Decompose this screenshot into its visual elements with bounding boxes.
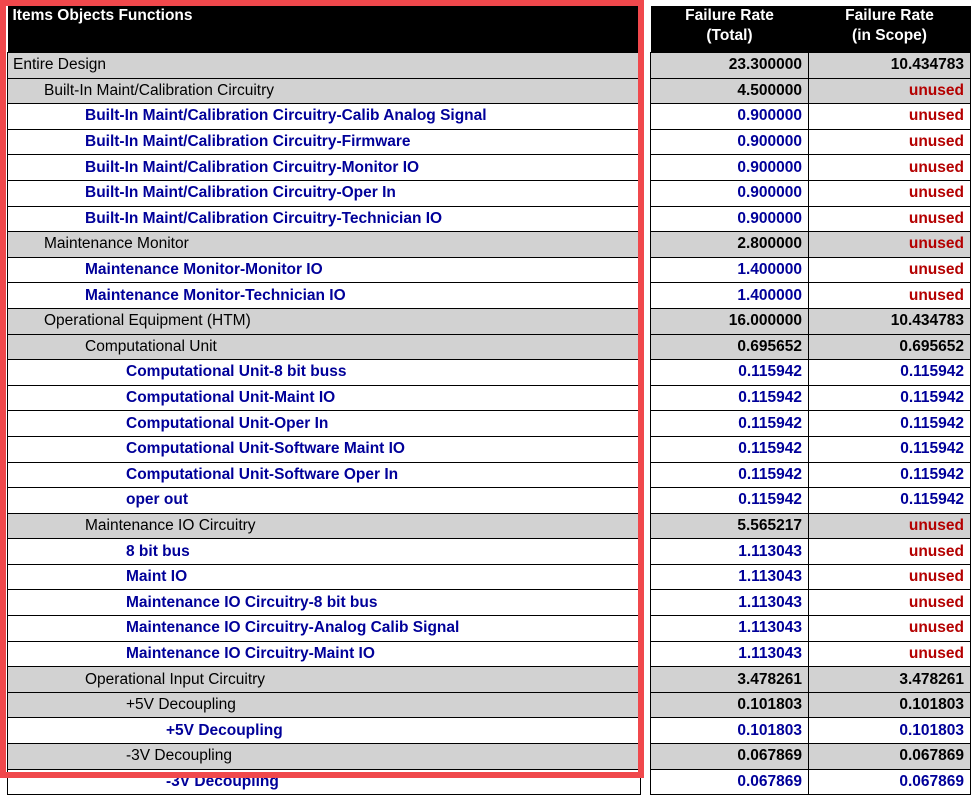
failure-rate-total-cell: 0.101803 (651, 718, 809, 744)
item-name-cell: +5V Decoupling (8, 718, 641, 744)
item-name-cell: oper out (8, 488, 641, 514)
failure-rate-in-scope-cell: 0.101803 (809, 718, 971, 744)
item-name-cell: Built-In Maint/Calibration Circuitry-Oper In (8, 180, 641, 206)
failure-rate-in-scope-cell: unused (809, 564, 971, 590)
table-body (8, 53, 971, 795)
item-name-cell: Computational Unit-Software Oper In (8, 462, 641, 488)
table-row[interactable] (8, 385, 971, 411)
item-name-cell: Entire Design (8, 53, 641, 79)
failure-rate-in-scope-cell: 0.067869 (809, 769, 971, 795)
table-row[interactable] (8, 53, 971, 79)
column-gap (641, 667, 651, 693)
column-gap (641, 206, 651, 232)
failure-rate-table (7, 6, 971, 795)
column-gap (641, 462, 651, 488)
failure-rate-in-scope-cell: 0.067869 (809, 744, 971, 770)
item-name-cell: Maintenance IO Circuitry-Analog Calib Signal (8, 616, 641, 642)
column-gap (641, 436, 651, 462)
failure-rate-total-cell: 1.113043 (651, 590, 809, 616)
column-gap (641, 232, 651, 258)
failure-rate-total-cell: 0.900000 (651, 206, 809, 232)
failure-rate-in-scope-cell: unused (809, 641, 971, 667)
column-gap (641, 411, 651, 437)
failure-rate-in-scope-cell: 0.115942 (809, 488, 971, 514)
column-gap (641, 692, 651, 718)
failure-rate-total-cell: 0.115942 (651, 436, 809, 462)
item-name-cell: Maintenance IO Circuitry-Maint IO (8, 641, 641, 667)
item-name-cell: Computational Unit-8 bit buss (8, 360, 641, 386)
item-name-cell: Maintenance Monitor (8, 232, 641, 258)
table-row[interactable] (8, 78, 971, 104)
column-gap (641, 257, 651, 283)
failure-rate-in-scope-cell: 0.115942 (809, 436, 971, 462)
failure-rate-in-scope-cell: unused (809, 104, 971, 130)
failure-rate-in-scope-cell: unused (809, 232, 971, 258)
column-gap (641, 78, 651, 104)
failure-rate-total-cell: 0.695652 (651, 334, 809, 360)
column-gap (641, 641, 651, 667)
table-row[interactable] (8, 769, 971, 795)
item-name-cell: Built-In Maint/Calibration Circuitry-Technician IO (8, 206, 641, 232)
failure-rate-total-cell: 0.067869 (651, 769, 809, 795)
table-row[interactable] (8, 641, 971, 667)
failure-rate-in-scope-cell: 3.478261 (809, 667, 971, 693)
item-name-cell: Maintenance IO Circuitry (8, 513, 641, 539)
column-gap (641, 53, 651, 79)
header-items-objects-functions[interactable] (8, 6, 641, 53)
failure-rate-in-scope-cell: unused (809, 129, 971, 155)
column-gap (641, 769, 651, 795)
table-row[interactable] (8, 692, 971, 718)
table-header-row (8, 6, 971, 53)
table-row[interactable] (8, 180, 971, 206)
failure-rate-in-scope-cell: 0.115942 (809, 385, 971, 411)
table-row[interactable] (8, 232, 971, 258)
table-row[interactable] (8, 257, 971, 283)
failure-rate-in-scope-cell: unused (809, 616, 971, 642)
failure-rate-total-cell: 0.900000 (651, 180, 809, 206)
failure-rate-total-cell: 5.565217 (651, 513, 809, 539)
column-gap (641, 616, 651, 642)
table-row[interactable] (8, 436, 971, 462)
failure-rate-total-cell: 1.113043 (651, 564, 809, 590)
column-gap (641, 539, 651, 565)
column-gap (641, 488, 651, 514)
failure-rate-in-scope-cell: unused (809, 513, 971, 539)
failure-rate-in-scope-cell: 0.695652 (809, 334, 971, 360)
table-row[interactable] (8, 513, 971, 539)
failure-rate-in-scope-cell: 10.434783 (809, 308, 971, 334)
item-name-cell: Operational Input Circuitry (8, 667, 641, 693)
failure-rate-in-scope-cell: unused (809, 180, 971, 206)
failure-rate-in-scope-cell: unused (809, 257, 971, 283)
failure-rate-in-scope-cell: 10.434783 (809, 53, 971, 79)
item-name-cell: 8 bit bus (8, 539, 641, 565)
item-name-cell: Built-In Maint/Calibration Circuitry (8, 78, 641, 104)
failure-rate-total-cell: 2.800000 (651, 232, 809, 258)
table-row[interactable] (8, 206, 971, 232)
column-gap (641, 513, 651, 539)
table-row[interactable] (8, 283, 971, 309)
column-gap (641, 334, 651, 360)
failure-rate-total-cell: 1.400000 (651, 283, 809, 309)
failure-rate-total-cell: 0.115942 (651, 488, 809, 514)
failure-rate-in-scope-cell: unused (809, 78, 971, 104)
failure-rate-total-cell: 0.900000 (651, 155, 809, 181)
item-name-cell: -3V Decoupling (8, 769, 641, 795)
column-gap (641, 129, 651, 155)
item-name-cell: Maintenance Monitor-Technician IO (8, 283, 641, 309)
table-row[interactable] (8, 308, 971, 334)
failure-rate-total-cell: 1.400000 (651, 257, 809, 283)
failure-rate-in-scope-cell: unused (809, 155, 971, 181)
failure-rate-total-cell: 0.900000 (651, 104, 809, 130)
column-gap (641, 590, 651, 616)
item-name-cell: Maint IO (8, 564, 641, 590)
column-gap (641, 308, 651, 334)
table-row[interactable] (8, 462, 971, 488)
column-gap (641, 564, 651, 590)
column-gap (641, 104, 651, 130)
table-row[interactable] (8, 334, 971, 360)
table-row[interactable] (8, 718, 971, 744)
item-name-cell: Computational Unit-Maint IO (8, 385, 641, 411)
item-name-cell: Computational Unit-Oper In (8, 411, 641, 437)
table-row[interactable] (8, 411, 971, 437)
failure-rate-in-scope-cell: unused (809, 539, 971, 565)
failure-rate-in-scope-cell: unused (809, 206, 971, 232)
header-col3-line1: Failure Rate (845, 7, 934, 24)
table-row[interactable] (8, 104, 971, 130)
failure-rate-total-cell: 1.113043 (651, 616, 809, 642)
failure-rate-total-cell: 23.300000 (651, 53, 809, 79)
column-gap (641, 360, 651, 386)
table-row[interactable] (8, 488, 971, 514)
failure-rate-total-cell: 3.478261 (651, 667, 809, 693)
failure-rate-in-scope-cell: 0.115942 (809, 360, 971, 386)
failure-rate-total-cell: 0.115942 (651, 360, 809, 386)
item-name-cell: Maintenance Monitor-Monitor IO (8, 257, 641, 283)
table-row[interactable] (8, 539, 971, 565)
table-row[interactable] (8, 360, 971, 386)
item-name-cell: Computational Unit (8, 334, 641, 360)
header-col2-line2: (Total) (706, 27, 753, 44)
item-name-cell: Maintenance IO Circuitry-8 bit bus (8, 590, 641, 616)
item-name-cell: -3V Decoupling (8, 744, 641, 770)
failure-rate-in-scope-cell: unused (809, 590, 971, 616)
failure-rate-total-cell: 0.115942 (651, 462, 809, 488)
header-col2-line1: Failure Rate (685, 7, 774, 24)
column-gap (641, 283, 651, 309)
failure-rate-total-cell: 0.067869 (651, 744, 809, 770)
column-gap (641, 155, 651, 181)
item-name-cell: Computational Unit-Software Maint IO (8, 436, 641, 462)
header-failure-rate-total[interactable] (651, 6, 809, 53)
failure-rate-total-cell: 0.101803 (651, 692, 809, 718)
item-name-cell: Built-In Maint/Calibration Circuitry-Calib Analog Signal (8, 104, 641, 130)
item-name-cell: Built-In Maint/Calibration Circuitry-Firmware (8, 129, 641, 155)
item-name-cell: Built-In Maint/Calibration Circuitry-Monitor IO (8, 155, 641, 181)
column-gap (641, 180, 651, 206)
table-row[interactable] (8, 564, 971, 590)
table-row[interactable] (8, 744, 971, 770)
header-gap (641, 6, 651, 53)
column-gap (641, 385, 651, 411)
column-gap (641, 744, 651, 770)
column-gap (641, 718, 651, 744)
failure-rate-in-scope-cell: 0.115942 (809, 462, 971, 488)
item-name-cell: +5V Decoupling (8, 692, 641, 718)
failure-rate-in-scope-cell: 0.115942 (809, 411, 971, 437)
header-col1-label: Items Objects Functions (12, 7, 193, 24)
header-col3-line2: (in Scope) (852, 27, 927, 44)
failure-rate-total-cell: 0.900000 (651, 129, 809, 155)
header-failure-rate-in-scope[interactable] (809, 6, 971, 53)
failure-rate-total-cell: 16.000000 (651, 308, 809, 334)
table-row[interactable] (8, 667, 971, 693)
table-row[interactable] (8, 616, 971, 642)
table-row[interactable] (8, 129, 971, 155)
table-row[interactable] (8, 590, 971, 616)
failure-rate-total-cell: 0.115942 (651, 411, 809, 437)
failure-rate-total-cell: 1.113043 (651, 539, 809, 565)
failure-rate-in-scope-cell: unused (809, 283, 971, 309)
item-name-cell: Operational Equipment (HTM) (8, 308, 641, 334)
table-row[interactable] (8, 155, 971, 181)
failure-rate-total-cell: 0.115942 (651, 385, 809, 411)
failure-rate-total-cell: 4.500000 (651, 78, 809, 104)
failure-rate-total-cell: 1.113043 (651, 641, 809, 667)
failure-rate-in-scope-cell: 0.101803 (809, 692, 971, 718)
